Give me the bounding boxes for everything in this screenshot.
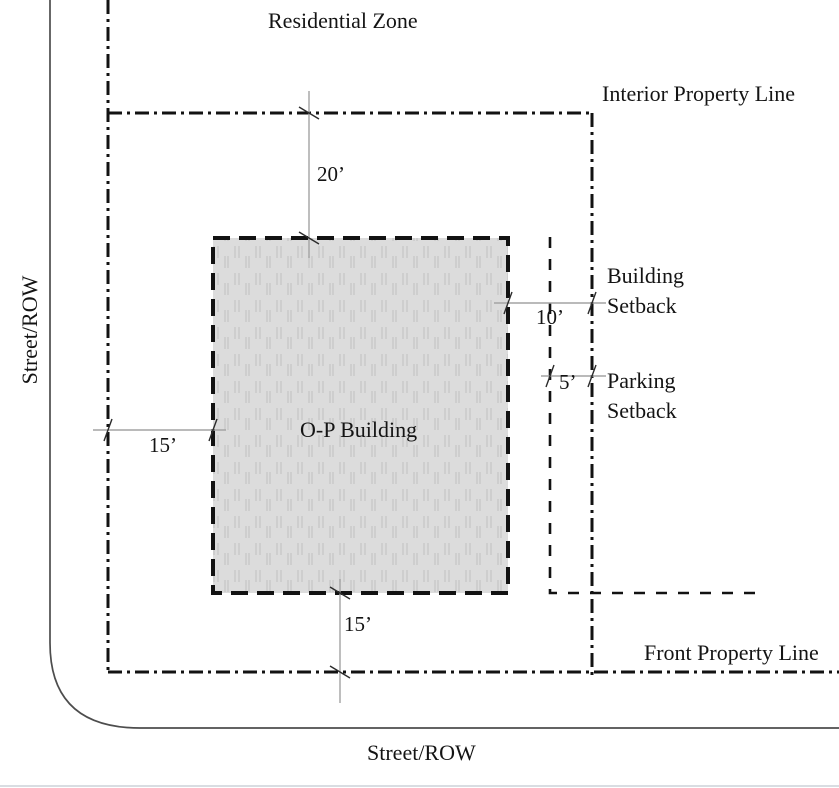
building-footprint bbox=[213, 238, 508, 593]
front-property-line-label: Front Property Line bbox=[644, 640, 819, 665]
parking-setback-dim-value: 5’ bbox=[559, 370, 577, 394]
parking-setback-label: Parking Setback bbox=[607, 368, 677, 423]
rear-setback-dim-value: 20’ bbox=[317, 162, 345, 186]
bottom-rule-divider bbox=[0, 785, 839, 787]
street-row-left-label: Street/ROW bbox=[17, 275, 42, 385]
front-setback-dim-value: 15’ bbox=[344, 612, 372, 636]
building-setback-label: Building Setback bbox=[607, 263, 685, 318]
building-setback-dim-value: 10’ bbox=[536, 305, 564, 329]
interior-property-line-label: Interior Property Line bbox=[602, 81, 796, 106]
side-setback-dim-value: 15’ bbox=[149, 433, 177, 457]
residential-zone-label: Residential Zone bbox=[268, 8, 418, 33]
street-row-bottom-label: Street/ROW bbox=[367, 740, 476, 765]
building-label: O-P Building bbox=[300, 417, 418, 442]
